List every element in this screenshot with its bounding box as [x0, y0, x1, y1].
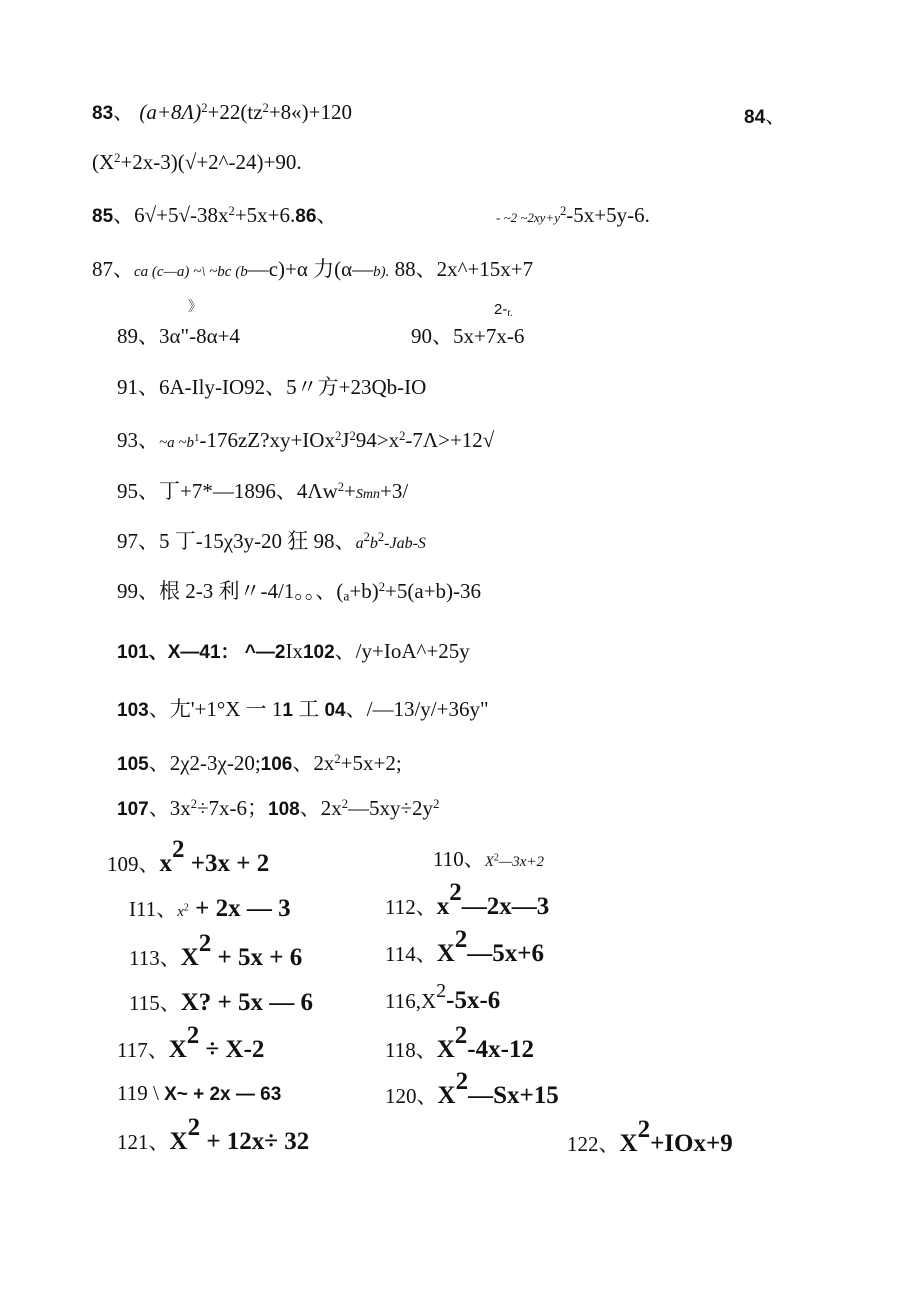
problem-89: 89、3α"-8α+4 [117, 324, 240, 348]
problem-number: 103 [117, 700, 149, 721]
stray-mark: $2-_{r.}$ [494, 301, 513, 319]
problem-number: 107 [117, 799, 149, 820]
problem-number: 04 [324, 700, 346, 721]
problem-95-96: 95、丁+7*—1896、$4\Lambda w^2+Smn+3/$ [117, 479, 409, 503]
problem-118: 118、$X^2-4x-12$ [385, 1022, 534, 1063]
problem-97-98: 97、5 丁-15χ3y-20 狂 98、$a^2b^2-Jab-S$ [117, 529, 426, 553]
problem-107-108: 107、$3x^2\div 7x-6$；108、$2x^2—5xy\div 2y^2$ [117, 796, 440, 820]
problem-115: 115、X? + 5x — 6 [129, 989, 314, 1016]
problem-number: 101 [117, 642, 149, 663]
problem-117: 117、$X^2 \div X-2$ [117, 1022, 265, 1063]
problem-116: $116,X^2-5x-6$ [385, 980, 501, 1014]
problem-122: 122、$X^2+IOx+9$ [567, 1116, 733, 1157]
problem-84: $(X^2+2x-3)(√+2\^{}-24)+90$. [92, 150, 302, 174]
problem-number: 102 [302, 642, 335, 663]
stray-mark: 》 [188, 300, 202, 315]
problem-number: 83 [92, 103, 114, 124]
problem-number: 105 [117, 754, 149, 775]
problem-121: 121、$X^2 + 12x\div 32$ [117, 1114, 310, 1155]
problem-101-102: 101、X—41： ^—2Ix102、/y+IoA^+25y [117, 639, 470, 663]
problem-103-104: 103、尢'+1°X 一 11 工 04、/—13/y/+36y" [117, 697, 489, 721]
problem-105-106: 105、2χ2-3χ-20;106、$2x^2+5x+2$; [117, 751, 402, 775]
problem-86: - ~2 $\sim 2xy+y^2-5x+5y-6$. [496, 203, 650, 227]
problem-number: 106 [260, 754, 293, 775]
problem-114: 114、$X^2—5x+6$ [385, 926, 545, 967]
problem-number: 84 [744, 107, 766, 128]
problem-120: 120、$X^2—Sx+15$ [385, 1068, 559, 1109]
problem-113: 113、$X^2 + 5x + 6$ [129, 930, 303, 971]
problem-90: 90、5x+7x-6 [411, 324, 525, 348]
problem-109: 109、$x^2 +3x + 2$ [107, 836, 270, 877]
problem-93-94: 93、~a $\sim b^1-176zZ?xy+IOx^2J^294>x^2-7\Lambda>+12√$ [117, 428, 495, 452]
problem-85: 85、$6√+5√-38x^2+5x+6.86$、 [92, 203, 338, 227]
problem-111: I11、$x^2 + 2x$ — 3 [129, 895, 291, 922]
problem-112: 112、$x^2—2x—3$ [385, 879, 550, 920]
problem-84-label: 84、 [744, 104, 787, 128]
problem-110: 110、$X^2—3x+2$ [433, 847, 545, 871]
problem-number: 85 [92, 206, 114, 227]
problem-119: 119 \ X~ + 2x — 63 [117, 1081, 282, 1105]
problem-83: 83、 $(a+8\Lambda)^2+22(tz^2+8«)+120$ [92, 100, 353, 124]
problem-number: 108 [268, 799, 300, 820]
problem-number: 86 [295, 206, 317, 227]
problem-91-92: 91、6A-Ily-IO92、5〃方+23Qb-IO [117, 375, 427, 399]
problem-87-88: 87、ca (c—a) ~\ ~bc (b—c)+α 力(α—b). 88、2x^+15x+7 [92, 257, 534, 281]
problem-99-100: 99、根 2-3 利〃-4/1。。、$(_a+b)^2+5(a+b)-36$ [117, 579, 482, 604]
